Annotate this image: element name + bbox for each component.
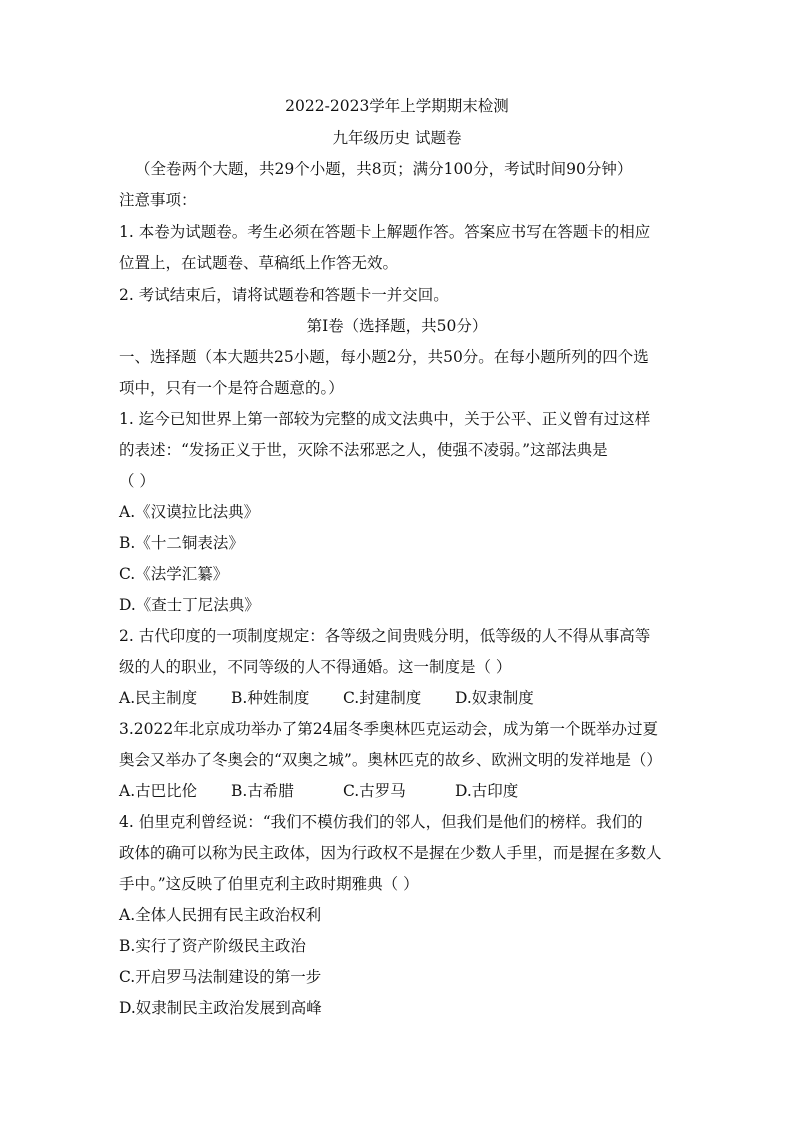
question-1-option-c: C.《法学汇纂》 <box>119 565 229 583</box>
question-1-text: 的表述：“发扬正义于世，灭除不法邪恶之人，使强不凌弱。”这部法典是 <box>119 441 608 459</box>
question-1-option-d: D.《查士丁尼法典》 <box>119 596 260 614</box>
section-title: 第Ⅰ卷（选择题，共50分） <box>306 317 488 335</box>
question-2-option-c: C.封建制度 <box>343 689 422 707</box>
section-instruction: 项中，只有一个是符合题意的。） <box>119 379 344 397</box>
question-4-text: 政体的确可以称为民主政体，因为行政权不是握在少数人手里，而是握在多数人 <box>119 844 662 862</box>
question-1-option-b: B.《十二铜表法》 <box>119 534 244 552</box>
question-2-options <box>119 687 679 709</box>
question-3-text: 3.2022年北京成功举办了第24届冬季奥林匹克运动会，成为第一个既举办过夏 <box>119 720 658 738</box>
question-4-text: 手中。”这反映了伯里克利主政时期雅典（ ） <box>119 875 419 893</box>
question-3-text: 奥会又举办了冬奥会的“双奥之城”。奥林匹克的故乡、欧洲文明的发祥地是（） <box>119 751 662 769</box>
question-2-text: 级的人的职业，不同等级的人不得通婚。这一制度是（ ） <box>119 658 512 676</box>
question-4-option-c: C.开启罗马法制建设的第一步 <box>119 968 322 986</box>
exam-title: 2022-2023学年上学期期末检测 <box>285 97 509 115</box>
notice-item: 位置上，在试题卷、草稿纸上作答无效。 <box>119 254 399 272</box>
question-4-option-b: B.实行了资产阶级民主政治 <box>119 937 306 955</box>
question-1-option-a: A.《汉谟拉比法典》 <box>119 503 260 521</box>
question-3-option-c: C.古罗马 <box>343 782 406 800</box>
notice-item: 1. 本卷为试题卷。考生必须在答题卡上解题作答。答案应书写在答题卡的相应 <box>119 223 651 241</box>
question-4-option-d: D.奴隶制民主政治发展到高峰 <box>119 999 322 1017</box>
question-3-options <box>119 780 679 802</box>
question-1-text: 1. 迄今已知世界上第一部较为完整的成文法典中，关于公平、正义曾有过这样 <box>119 410 651 428</box>
question-4-text: 4. 伯里克利曾经说：“我们不模仿我们的邻人，但我们是他们的榜样。我们的 <box>119 813 643 831</box>
question-3-option-a: A.古巴比伦 <box>119 782 198 800</box>
question-2-option-d: D.奴隶制度 <box>455 689 534 707</box>
exam-subtitle: 九年级历史 试题卷 <box>332 129 462 147</box>
question-3-option-d: D.古印度 <box>455 782 519 800</box>
section-instruction: 一、选择题（本大题共25小题，每小题2分，共50分。在每小题所列的四个选 <box>119 348 649 366</box>
question-4-option-a: A.全体人民拥有民主政治权利 <box>119 906 322 924</box>
question-1-bracket: （ ） <box>119 472 155 490</box>
question-2-text: 2. 古代印度的一项制度规定：各等级之间贵贱分明，低等级的人不得从事高等 <box>119 627 651 645</box>
question-2-option-a: A.民主制度 <box>119 689 198 707</box>
question-3-option-b: B.古希腊 <box>231 782 294 800</box>
question-2-option-b: B.种姓制度 <box>231 689 310 707</box>
exam-info: （全卷两个大题，共29个小题，共8页；满分100分，考试时间90分钟） <box>135 160 633 178</box>
notice-heading: 注意事项： <box>119 191 197 209</box>
notice-item: 2. 考试结束后，请将试题卷和答题卡一并交回。 <box>119 286 449 304</box>
